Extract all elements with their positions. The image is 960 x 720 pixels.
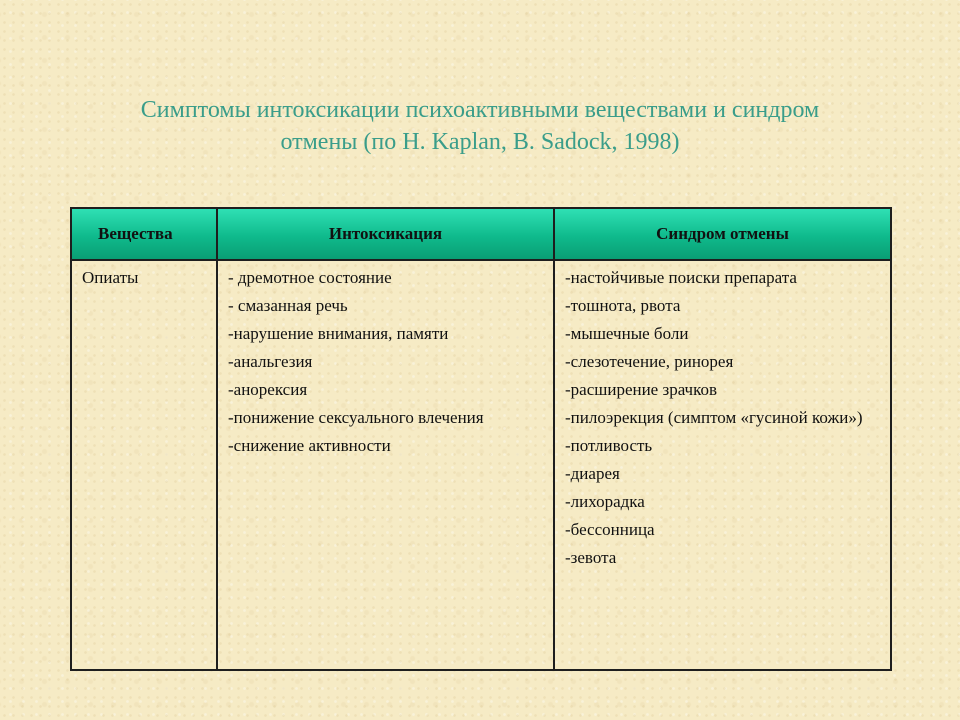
intoxication-item: -анорексия bbox=[228, 380, 308, 399]
withdrawal-item: -расширение зрачков bbox=[565, 380, 718, 399]
intoxication-item: -анальгезия bbox=[228, 352, 313, 371]
symptoms-table bbox=[70, 207, 892, 671]
symptoms-table-container bbox=[70, 207, 890, 671]
withdrawal-item: -диарея bbox=[565, 464, 620, 483]
withdrawal-item: -бессонница bbox=[565, 520, 655, 539]
table-row bbox=[71, 260, 891, 670]
withdrawal-item: -слезотечение, ринорея bbox=[565, 352, 734, 371]
slide-title-line-2: отмены (по H. Kaplan, B. Sadock, 1998) bbox=[280, 129, 680, 155]
withdrawal-item: -пилоэрекция (симптом «гусиной кожи») bbox=[565, 408, 863, 427]
withdrawal-item: -тошнота, рвота bbox=[565, 296, 681, 315]
intoxication-item: -нарушение внимания, памяти bbox=[228, 324, 449, 343]
withdrawal-item: -настойчивые поиски препарата bbox=[565, 268, 797, 287]
withdrawal-item: -потливость bbox=[565, 436, 653, 455]
withdrawal-item: -лихорадка bbox=[565, 492, 645, 511]
cell-intoxication bbox=[217, 260, 554, 670]
cell-substance: Опиаты bbox=[71, 260, 217, 670]
header-substances: Вещества bbox=[71, 208, 217, 260]
withdrawal-item: -зевота bbox=[565, 548, 617, 567]
header-intoxication: Интоксикация bbox=[217, 208, 554, 260]
intoxication-item: - дремотное состояние bbox=[228, 268, 392, 287]
slide-title-line-1: Симптомы интоксикации психоактивными веществами и синдром bbox=[140, 97, 820, 123]
table-header-row bbox=[71, 208, 891, 260]
slide-title bbox=[60, 94, 900, 158]
intoxication-item: -понижение сексуального влечения bbox=[228, 408, 484, 427]
intoxication-item: - смазанная речь bbox=[228, 296, 348, 315]
header-withdrawal: Синдром отмены bbox=[554, 208, 891, 260]
intoxication-item: -снижение активности bbox=[228, 436, 391, 455]
withdrawal-item: -мышечные боли bbox=[565, 324, 689, 343]
cell-withdrawal bbox=[554, 260, 891, 670]
